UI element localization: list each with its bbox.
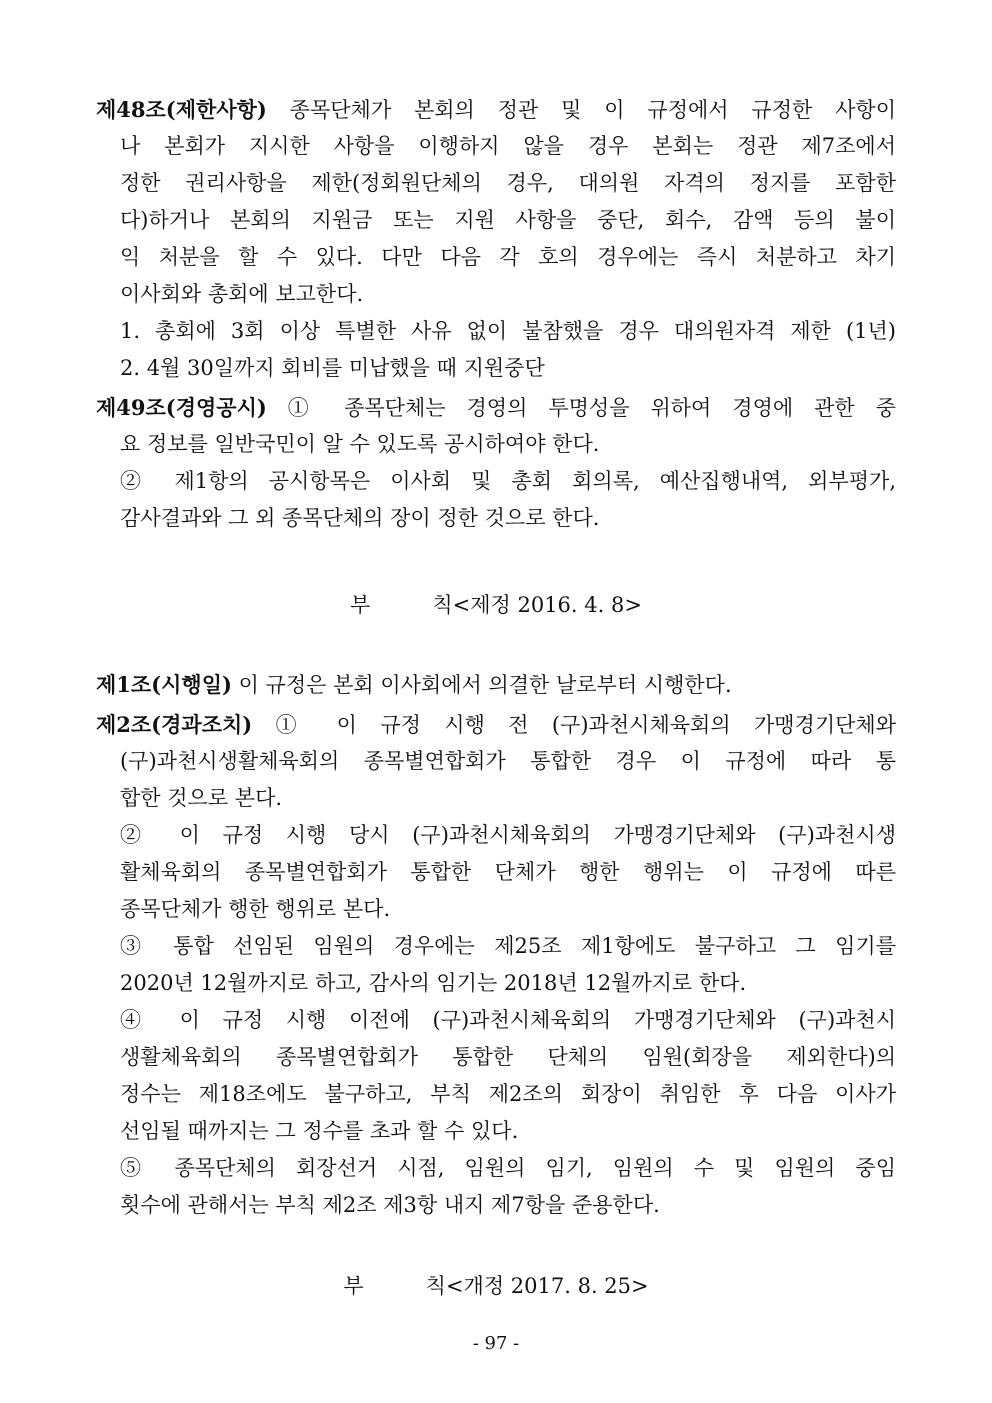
supplement-article-2-para5-line-1: ⑤ 종목단체의 회장선거 시점, 임원의 임기, 임원의 수 및 임원의 중임 [120, 1156, 896, 1180]
article-48-text-1: 종목단체가 본회의 정관 및 이 규정에서 규정한 사항이 [266, 98, 896, 122]
supplement-article-2-line-2: (구)과천시생활체육회의 종목별연합회가 통합한 경우 이 규정에 따라 통 [120, 749, 896, 773]
article-49-text-1: ① 종목단체는 경영의 투명성을 위하여 경영에 관한 중 [266, 396, 896, 420]
supplement-article-2-para2-line-3: 종목단체가 행한 행위로 본다. [120, 897, 391, 921]
page-number: - 97 - [472, 1333, 520, 1354]
article-49-line-2: 요 정보를 일반국민이 알 수 있도록 공시하여야 한다. [120, 432, 600, 456]
supplement-article-2-para4-line-3: 정수는 제18조에도 불구하고, 부칙 제2조의 회장이 취임한 후 다음 이사가 [120, 1082, 896, 1106]
supplement-article-1 [96, 666, 896, 703]
article-49 [96, 389, 896, 537]
article-48-item-1: 1. 총회에 3회 이상 특별한 사유 없이 불참했을 경우 대의원자격 제한 (1년) [120, 319, 896, 343]
supplement-article-2 [96, 706, 896, 1224]
supplement-heading-left: 부 [350, 593, 371, 617]
supplement-heading-2-right: 칙<개정 2017. 8. 25> [425, 1274, 649, 1298]
article-48 [96, 91, 896, 387]
supplement-article-2-para5-line-2: 횟수에 관해서는 부칙 제2조 제3항 내지 제7항을 준용한다. [120, 1193, 660, 1217]
article-49-heading: 제49조(경영공시) [96, 395, 267, 420]
supplement-heading-2017 [0, 1268, 992, 1305]
supplement-article-2-para4-line-2: 생활체육회의 종목별연합회가 통합한 단체의 임원(회장을 제외한다)의 [120, 1045, 896, 1069]
supplement-article-1-heading: 제1조(시행일) [96, 672, 232, 697]
supplement-article-2-para4-line-1: ④ 이 규정 시행 이전에 (구)과천시체육회의 가맹경기단체와 (구)과천시 [120, 1008, 896, 1032]
supplement-article-1-text: 이 규정은 본회 이사회에서 의결한 날로부터 시행한다. [231, 673, 732, 697]
article-48-line-5: 익 처분을 할 수 있다. 다만 다음 각 호의 경우에는 즉시 처분하고 차기 [120, 245, 896, 269]
article-49-line-1 [96, 389, 896, 426]
supplement-heading-2-left: 부 [343, 1274, 364, 1298]
article-49-para2-line-2: 감사결과와 그 외 종목단체의 장이 정한 것으로 한다. [120, 506, 600, 530]
supplement-article-2-line-1 [96, 706, 896, 743]
article-49-para2-line-1: ② 제1항의 공시항목은 이사회 및 총회 회의록, 예산집행내역, 외부평가, [120, 469, 896, 493]
article-48-item-2: 2. 4월 30일까지 회비를 미납했을 때 지원중단 [120, 356, 545, 380]
supplement-article-2-line-3: 합한 것으로 본다. [120, 786, 283, 810]
supplement-article-2-para3-line-2: 2020년 12월까지로 하고, 감사의 임기는 2018년 12월까지로 한다. [120, 971, 747, 995]
article-48-line-3: 정한 권리사항을 제한(정회원단체의 경우, 대의원 자격의 정지를 포함한 [120, 171, 896, 195]
article-48-heading: 제48조(제한사항) [96, 97, 267, 122]
supplement-article-2-text-1: ① 이 규정 시행 전 (구)과천시체육회의 가맹경기단체와 [252, 713, 896, 737]
supplement-heading-right: 칙<제정 2016. 4. 8> [432, 593, 642, 617]
supplement-article-2-para2-line-2: 활체육회의 종목별연합회가 통합한 단체가 행한 행위는 이 규정에 따른 [120, 860, 896, 884]
supplement-article-2-heading: 제2조(경과조치) [96, 712, 253, 737]
supplement-article-2-para3-line-1: ③ 통합 선임된 임원의 경우에는 제25조 제1항에도 불구하고 그 임기를 [120, 934, 896, 958]
supplement-article-2-para2-line-1: ② 이 규정 시행 당시 (구)과천시체육회의 가맹경기단체와 (구)과천시생 [120, 823, 896, 847]
article-48-line-1 [96, 91, 896, 128]
article-48-line-4: 다)하거나 본회의 지원금 또는 지원 사항을 중단, 회수, 감액 등의 불이 [120, 208, 896, 232]
supplement-heading-2016 [0, 587, 992, 624]
supplement-article-2-para4-line-4: 선임될 때까지는 그 정수를 초과 할 수 있다. [120, 1119, 519, 1143]
supplement-article-1-line [96, 666, 896, 703]
article-48-line-2: 나 본회가 지시한 사항을 이행하지 않을 경우 본회는 정관 제7조에서 [120, 134, 896, 158]
article-48-line-6: 이사회와 총회에 보고한다. [120, 282, 364, 306]
